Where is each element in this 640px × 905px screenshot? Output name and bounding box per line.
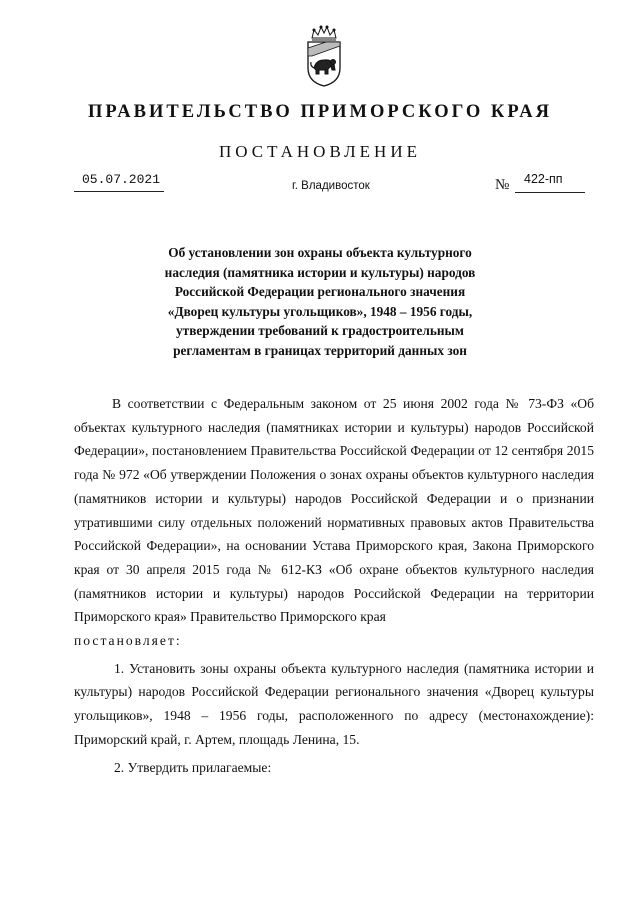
- title-line: утверждении требований к градостроительным: [176, 323, 464, 338]
- number-sign: №: [495, 177, 510, 193]
- organization-name: ПРАВИТЕЛЬСТВО ПРИМОРСКОГО КРАЯ: [87, 102, 552, 122]
- document-type: ПОСТАНОВЛЕНИЕ: [218, 142, 421, 161]
- document-date: 05.07.2021: [82, 172, 161, 187]
- title-line: Об установлении зон охраны объекта культурного: [168, 245, 472, 260]
- list-item: 2. Утвердить прилагаемые:: [114, 759, 272, 775]
- title-line: Российской Федерации регионального значения: [174, 284, 466, 299]
- coat-of-arms-icon: [300, 24, 348, 88]
- date-underline: [74, 191, 164, 192]
- title-line: наследия (памятника истории и культуры) народов: [164, 264, 476, 280]
- document-title: [120, 243, 520, 360]
- resolves-word: постановляет:: [74, 633, 182, 649]
- title-line: «Дворец культуры угольщиков», 1948 – 1956 годы,: [167, 303, 473, 319]
- preamble-paragraph: В соответствии с Федеральным законом от 25 июня 2002 года № 73-ФЗ «Об объектах культурного наследия (памятниках истории и культуры) народов Российской Федерации», постановлением Правительства Российской Федерации от 12 сентября 2015 года № 972 «Об утверждении Положения о зонах охраны объектов культурного наследия (памятников истории и культуры) народов Российской Федерации и о признании утратившими силу отдельных положений нормативных правовых актов Правительства Российской Федерации», на основании Устава Приморского края, Закона Приморского края от 30 апреля 2015 года № 612-КЗ «Об охране объектов культурного наследия (памятников истории и культуры) народов Российской Федерации на территории Приморского края» Правительство Приморского края: [74, 396, 594, 625]
- number-underline: [515, 192, 585, 193]
- document-city: г. Владивосток: [292, 180, 370, 192]
- title-line: регламентам в границах территорий данных зон: [173, 342, 467, 358]
- list-item: 1. Установить зоны охраны объекта культурного наследия (памятника истории и культуры) народов Российской Федерации регионального значения «Дворец культуры угольщиков», 1948 – 1956 годы, расположенного по адресу (местонахождение): Приморский край, г. Артем, площадь Ленина, 15.: [74, 660, 594, 747]
- document-body: [74, 392, 594, 779]
- document-number: 422-пп: [524, 172, 563, 186]
